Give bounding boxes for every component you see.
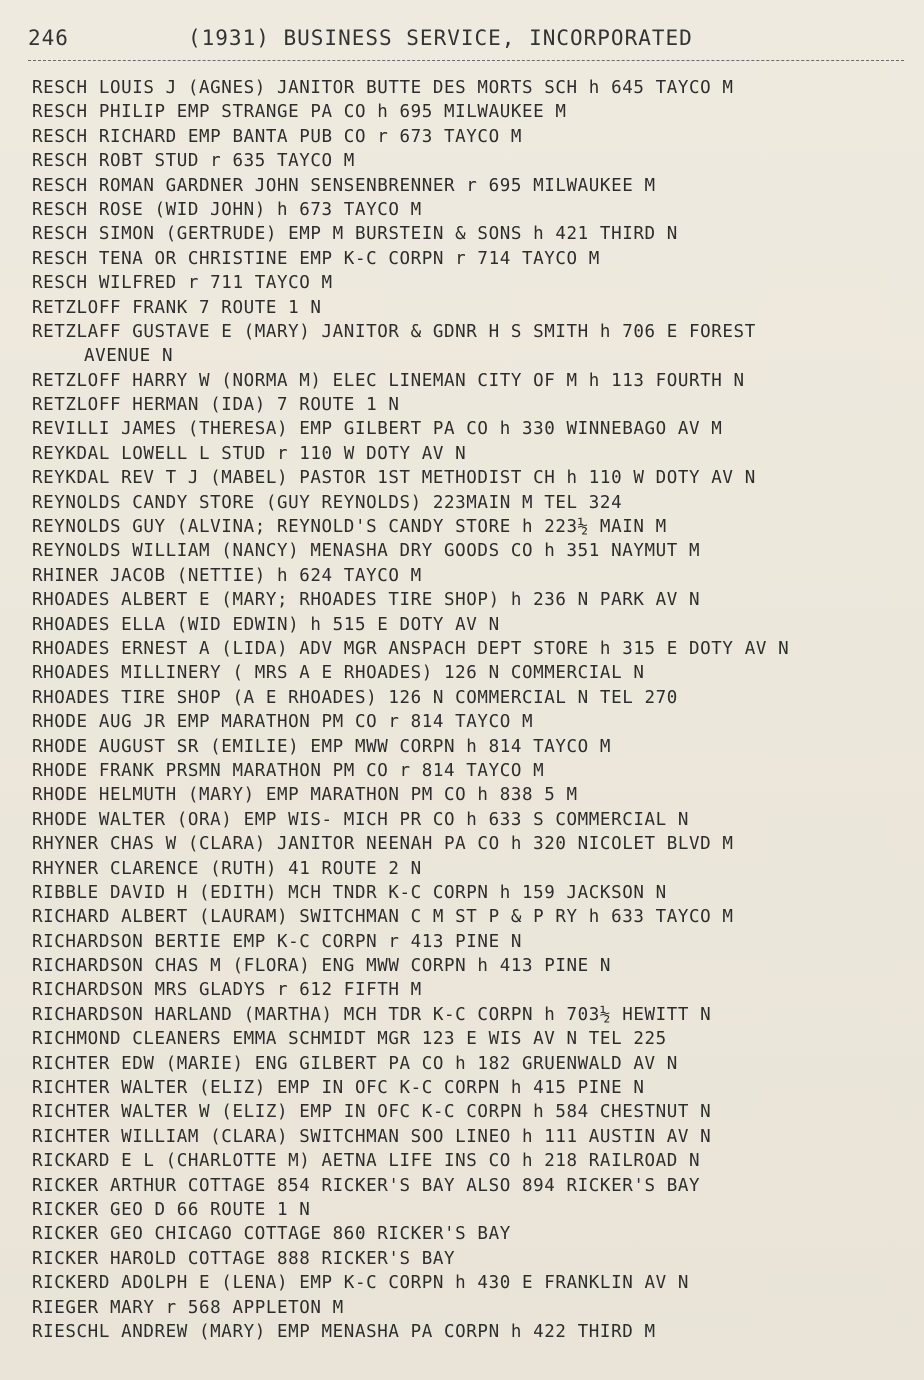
directory-entry-continuation: AVENUE N xyxy=(84,346,174,367)
directory-entry: RICKER GEO CHICAGO COTTAGE 860 RICKER'S BAY xyxy=(32,1224,511,1245)
directory-entry: RICHTER WALTER (ELIZ) EMP IN OFC K-C CORPN h 415 PINE N xyxy=(32,1078,645,1099)
directory-entry: RIEGER MARY r 568 APPLETON M xyxy=(32,1297,344,1318)
directory-entry: RIBBLE DAVID H (EDITH) MCH TNDR K-C CORPN h 159 JACKSON N xyxy=(32,882,667,903)
directory-entry: RHOADES ALBERT E (MARY; RHOADES TIRE SHOP) h 236 N PARK AV N xyxy=(32,590,701,611)
directory-entry: RICHTER WALTER W (ELIZ) EMP IN OFC K-C CORPN h 584 CHESTNUT N xyxy=(32,1102,712,1123)
directory-entry: RICKER HAROLD COTTAGE 888 RICKER'S BAY xyxy=(32,1248,456,1269)
directory-entry: RESCH TENA OR CHRISTINE EMP K-C CORPN r 714 TAYCO M xyxy=(32,248,600,269)
page-number: 246 xyxy=(28,26,69,50)
directory-entry: RHYNER CLARENCE (RUTH) 41 ROUTE 2 N xyxy=(32,858,422,879)
directory-entry: RHODE AUG JR EMP MARATHON PM CO r 814 TAYCO M xyxy=(32,712,534,733)
directory-entry: RHOADES ERNEST A (LIDA) ADV MGR ANSPACH DEPT STORE h 315 E DOTY AV N xyxy=(32,638,790,659)
directory-entry: RHODE FRANK PRSMN MARATHON PM CO r 814 TAYCO M xyxy=(32,760,545,781)
directory-entry: RETZLAFF GUSTAVE E (MARY) JANITOR & GDNR H S SMITH h 706 E FOREST xyxy=(32,321,756,342)
directory-entry: RHOADES MILLINERY ( MRS A E RHOADES) 126 N COMMERCIAL N xyxy=(32,663,645,684)
page-title: (1931) BUSINESS SERVICE, INCORPORATED xyxy=(188,26,693,50)
directory-entry: RHOADES ELLA (WID EDWIN) h 515 E DOTY AV N xyxy=(32,614,500,635)
directory-entry: RICHARD ALBERT (LAURAM) SWITCHMAN C M ST P & P RY h 633 TAYCO M xyxy=(32,907,734,928)
directory-entry: RICKERD ADOLPH E (LENA) EMP K-C CORPN h 430 E FRANKLIN AV N xyxy=(32,1273,690,1294)
directory-entry: RESCH ROBT STUD r 635 TAYCO M xyxy=(32,151,355,172)
directory-entry: RICKER ARTHUR COTTAGE 854 RICKER'S BAY ALSO 894 RICKER'S BAY xyxy=(32,1175,701,1196)
directory-entry: REYNOLDS WILLIAM (NANCY) MENASHA DRY GOODS CO h 351 NAYMUT M xyxy=(32,541,701,562)
directory-entry: REYKDAL REV T J (MABEL) PASTOR 1ST METHODIST CH h 110 W DOTY AV N xyxy=(32,468,756,489)
directory-entry: REYNOLDS CANDY STORE (GUY REYNOLDS) 223MAIN M TEL 324 xyxy=(32,492,623,513)
directory-entry: REVILLI JAMES (THERESA) EMP GILBERT PA CO h 330 WINNEBAGO AV M xyxy=(32,419,723,440)
directory-entry: RICHMOND CLEANERS EMMA SCHMIDT MGR 123 E WIS AV N TEL 225 xyxy=(32,1029,667,1050)
directory-entry: RICHTER EDW (MARIE) ENG GILBERT PA CO h 182 GRUENWALD AV N xyxy=(32,1053,678,1074)
directory-entry: RIESCHL ANDREW (MARY) EMP MENASHA PA CORPN h 422 THIRD M xyxy=(32,1321,656,1342)
directory-entry: RETZLOFF HARRY W (NORMA M) ELEC LINEMAN CITY OF M h 113 FOURTH N xyxy=(32,370,745,391)
directory-entry: RHOADES TIRE SHOP (A E RHOADES) 126 N COMMERCIAL N TEL 270 xyxy=(32,687,678,708)
directory-entry: RETZLOFF HERMAN (IDA) 7 ROUTE 1 N xyxy=(32,395,400,416)
directory-entry: RICHARDSON HARLAND (MARTHA) MCH TDR K-C CORPN h 703½ HEWITT N xyxy=(32,1004,712,1025)
directory-entry: RESCH SIMON (GERTRUDE) EMP M BURSTEIN & SONS h 421 THIRD N xyxy=(32,224,678,245)
directory-entry: RHODE AUGUST SR (EMILIE) EMP MWW CORPN h 814 TAYCO M xyxy=(32,736,612,757)
directory-entry: RETZLOFF FRANK 7 ROUTE 1 N xyxy=(32,297,322,318)
directory-entry: RICKER GEO D 66 ROUTE 1 N xyxy=(32,1199,311,1220)
directory-entry: RESCH WILFRED r 711 TAYCO M xyxy=(32,273,333,294)
directory-entry: RICHARDSON BERTIE EMP K-C CORPN r 413 PINE N xyxy=(32,931,522,952)
directory-entry: RICKARD E L (CHARLOTTE M) AETNA LIFE INS CO h 218 RAILROAD N xyxy=(32,1151,701,1172)
directory-entry: RESCH LOUIS J (AGNES) JANITOR BUTTE DES MORTS SCH h 645 TAYCO M xyxy=(32,78,734,98)
directory-entry: REYKDAL LOWELL L STUD r 110 W DOTY AV N xyxy=(32,443,467,464)
directory-entry: RESCH ROMAN GARDNER JOHN SENSENBRENNER r 695 MILWAUKEE M xyxy=(32,175,656,196)
directory-entry: RESCH RICHARD EMP BANTA PUB CO r 673 TAYCO M xyxy=(32,126,522,147)
directory-entry: RHINER JACOB (NETTIE) h 624 TAYCO M xyxy=(32,565,422,586)
directory-entry: REYNOLDS GUY (ALVINA; REYNOLD'S CANDY STORE h 223½ MAIN M xyxy=(32,517,667,538)
directory-entry: RICHARDSON MRS GLADYS r 612 FIFTH M xyxy=(32,980,422,1001)
header-divider xyxy=(28,60,904,61)
directory-entry: RHODE WALTER (ORA) EMP WIS- MICH PR CO h 633 S COMMERCIAL N xyxy=(32,809,690,830)
directory-entry: RHODE HELMUTH (MARY) EMP MARATHON PM CO h 838 5 M xyxy=(32,785,578,806)
directory-entry: RESCH PHILIP EMP STRANGE PA CO h 695 MILWAUKEE M xyxy=(32,102,567,123)
directory-entry: RHYNER CHAS W (CLARA) JANITOR NEENAH PA CO h 320 NICOLET BLVD M xyxy=(32,834,734,855)
directory-entry: RICHARDSON CHAS M (FLORA) ENG MWW CORPN h 413 PINE N xyxy=(32,956,612,977)
directory-entry: RESCH ROSE (WID JOHN) h 673 TAYCO M xyxy=(32,199,422,220)
directory-entries xyxy=(32,76,916,1344)
page-header xyxy=(28,26,884,54)
directory-entry: RICHTER WILLIAM (CLARA) SWITCHMAN SOO LINEO h 111 AUSTIN AV N xyxy=(32,1126,712,1147)
